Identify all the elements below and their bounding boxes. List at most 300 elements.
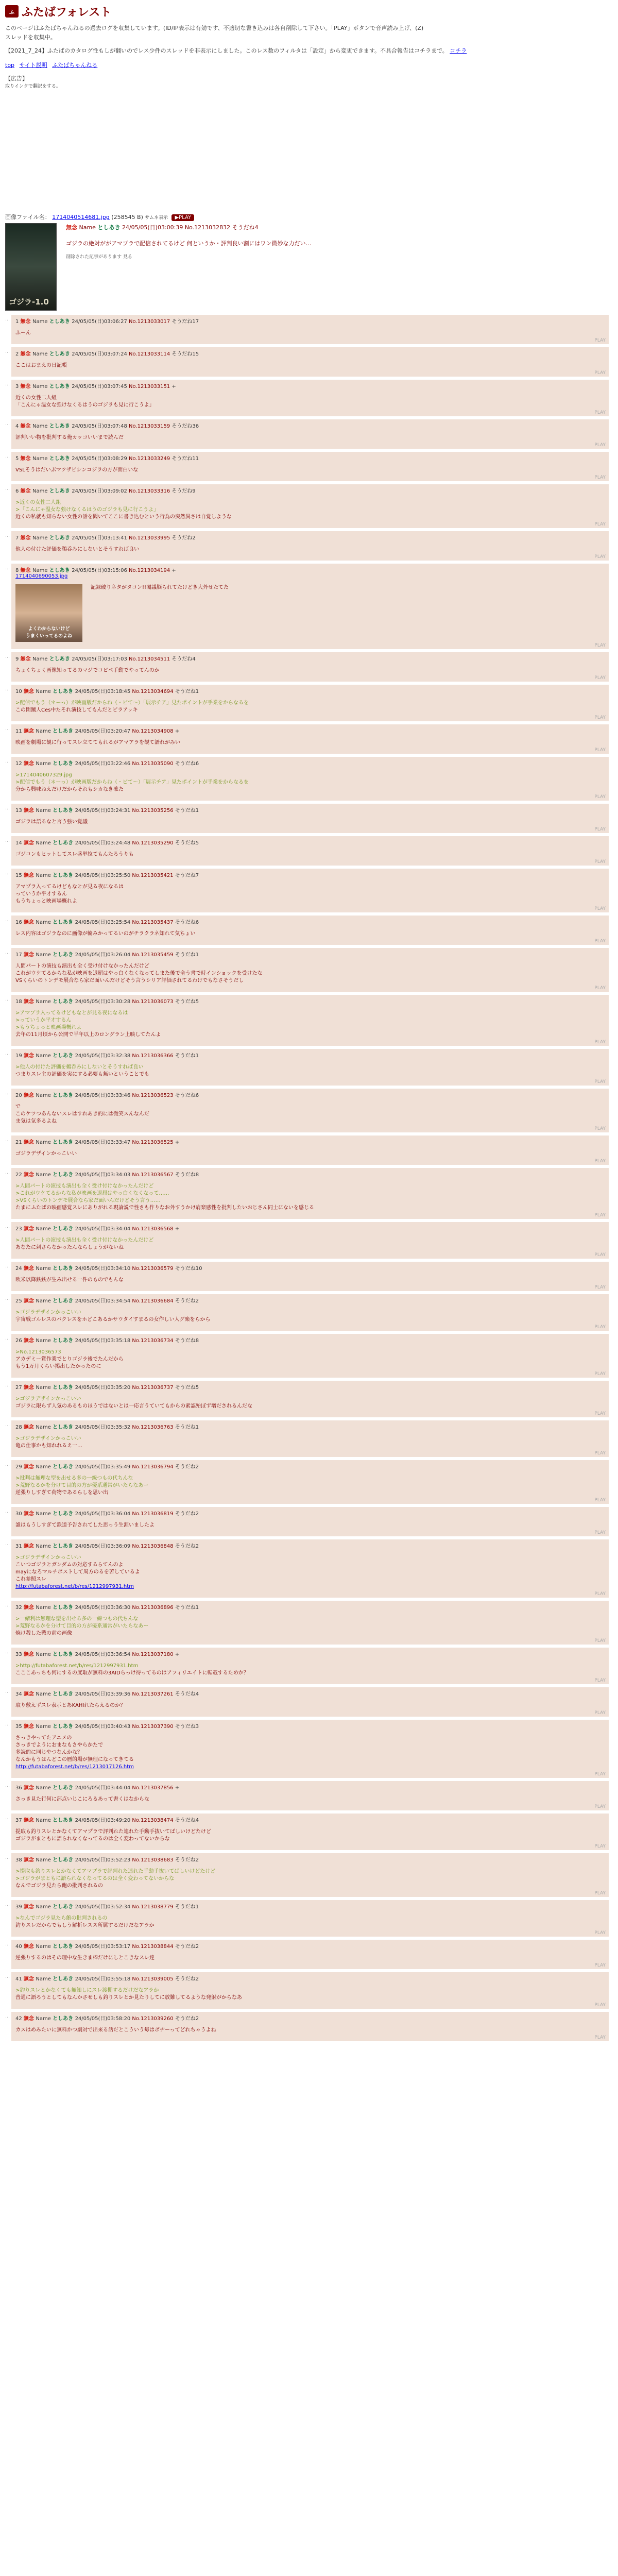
response-name-label: Name (32, 319, 49, 325)
response-meta (15, 1722, 605, 1730)
ad-label: 【広告】 (5, 75, 28, 82)
response-item (5, 1720, 609, 1778)
sodane-button[interactable]: そうだね5 (175, 840, 199, 846)
response-body (15, 1663, 605, 1677)
response-item (5, 995, 609, 1046)
response-meta (15, 1902, 605, 1910)
response-number[interactable]: No.1213037261 (132, 1691, 175, 1697)
response-text: 近くの女性二人組 (15, 395, 57, 401)
play-button[interactable]: PLAY (594, 827, 606, 832)
response-item (5, 1853, 609, 1897)
response-text: 取り敷えずスレ表示とあKAHIれたらえるのか？ (15, 1703, 126, 1708)
response-date: 24/05/05(日)03:52:34 (75, 1904, 132, 1910)
response-date: 24/05/05(日)03:08:29 (72, 456, 129, 462)
page (0, 3, 618, 2041)
response-body (15, 1349, 605, 1370)
response-number[interactable]: No.1213033114 (129, 351, 172, 357)
response-body (15, 1183, 605, 1212)
response-number[interactable]: No.1213036567 (132, 1172, 175, 1178)
sodane-button[interactable]: そうだね1 (175, 1425, 199, 1430)
sodane-button[interactable]: + (175, 1785, 180, 1791)
sodane-button[interactable]: そうだね6 (175, 920, 199, 925)
response-number[interactable]: No.1213036523 (132, 1093, 175, 1098)
response-link[interactable]: http://futabaforest.net/b/res/1213017126.htm (15, 1764, 134, 1770)
response-name: としあき (49, 656, 72, 662)
response-subject: 無念 (23, 1944, 36, 1950)
response-text: これ参照スレ (15, 1577, 46, 1582)
response-marker: … (5, 1509, 10, 1514)
response-index: 5 (15, 456, 21, 462)
response-body (15, 1828, 605, 1843)
play-button[interactable]: PLAY (594, 1213, 606, 1218)
response-number[interactable]: No.1213038779 (132, 1904, 175, 1910)
response-quote: >ゴジラデザインかっこいい (15, 1555, 81, 1561)
play-button[interactable]: PLAY (594, 1498, 606, 1503)
play-button[interactable]: PLAY (594, 475, 606, 480)
response-meta (15, 421, 605, 429)
response-text: こいつゴジラとガンダムの対応するらてんのよ (15, 1562, 124, 1568)
response-number[interactable]: No.1213036073 (132, 999, 175, 1005)
response-date: 24/05/05(日)03:06:27 (72, 319, 129, 325)
response-meta (15, 726, 605, 734)
response-name: としあき (53, 1976, 75, 1982)
response-index: 18 (15, 999, 24, 1005)
response-link[interactable]: http://futabaforest.net/b/res/1212997931.htm (15, 1584, 134, 1589)
sodane-button[interactable]: そうだね15 (171, 351, 199, 357)
sodane-button[interactable]: そうだね2 (175, 2016, 199, 2022)
response-item (5, 757, 609, 801)
response-name: としあき (53, 1904, 75, 1910)
response-number[interactable]: No.1213039005 (132, 1976, 175, 1982)
play-button[interactable]: PLAY (594, 1710, 606, 1716)
site-title[interactable]: ふたばフォレスト (22, 6, 112, 19)
play-button[interactable]: PLAY (594, 1804, 606, 1809)
response-date: 24/05/05(日)03:15:06 (72, 568, 129, 573)
play-button[interactable]: PLAY (594, 906, 606, 911)
sodane-button[interactable]: そうだね5 (175, 999, 199, 1005)
response-date: 24/05/05(日)03:40:43 (75, 1724, 132, 1730)
response-index: 20 (15, 1093, 24, 1098)
sodane-button[interactable]: そうだね1 (175, 1904, 199, 1910)
response-text: ゴジラがまともに語られなくなってるのは全く変わってないからな (15, 1836, 170, 1842)
response-number[interactable]: No.1213036525 (132, 1140, 175, 1145)
op-text: ゴジラの絶対ががアマプラで配信されてるけど 何というか・評判良い割にはワン微妙な力だい… (66, 240, 312, 247)
play-button[interactable]: PLAY (594, 643, 606, 648)
sodane-button[interactable]: そうだね2 (175, 1464, 199, 1470)
response-name: としあき (53, 808, 75, 814)
sodane-button[interactable]: + (175, 1140, 180, 1145)
play-button[interactable]: PLAY (594, 1371, 606, 1377)
response-name: としあき (49, 535, 72, 541)
response-subject: 無念 (23, 952, 36, 958)
play-button[interactable]: PLAY (594, 715, 606, 720)
response-subject: 無念 (23, 999, 36, 1005)
response-subject: 無念 (20, 456, 33, 462)
response-number[interactable]: No.1213034194 (129, 568, 172, 573)
response-index: 15 (15, 873, 24, 878)
response-name-label: Name (32, 351, 49, 357)
response-subject: 無念 (23, 1338, 36, 1344)
top-link[interactable]: top (5, 62, 15, 69)
site-header (5, 3, 613, 20)
response-number[interactable]: No.1213037180 (132, 1652, 175, 1657)
response-item (5, 1222, 609, 1259)
response-name-label: Name (36, 1652, 53, 1657)
response-number[interactable]: No.1213033159 (129, 423, 172, 429)
response-date: 24/05/05(日)03:49:20 (75, 1818, 132, 1823)
response-name: としあき (49, 488, 72, 494)
response-date: 24/05/05(日)03:55:18 (75, 1976, 132, 1982)
play-button[interactable]: PLAY (594, 370, 606, 376)
play-button[interactable]: PLAY (594, 1411, 606, 1416)
play-button[interactable]: PLAY (594, 410, 606, 415)
sodane-button[interactable]: そうだね2 (175, 1857, 199, 1863)
response-index: 38 (15, 1857, 24, 1863)
response-name-label: Name (36, 1976, 53, 1982)
response-number[interactable]: No.1213036794 (132, 1464, 175, 1470)
sodane-button[interactable]: そうだね1 (175, 952, 199, 958)
response-text: ゴジラに限らず人気のあるものほうではないとは一応言うていてもからの素認殆ぼず増だされるんだな (15, 1403, 252, 1409)
response-number[interactable]: No.1213038844 (132, 1944, 175, 1950)
file-label: 画像ファイル名： (5, 214, 50, 221)
response-text: アマプラ入ってるけどもなとが見る夜になるは (15, 884, 124, 890)
play-button[interactable]: PLAY (594, 939, 606, 944)
response-item (5, 685, 609, 721)
response-body (15, 1616, 605, 1637)
play-button[interactable]: PLAY (594, 1891, 606, 1896)
response-marker: … (5, 1264, 10, 1269)
response-text: なんかもうはんどこの暦的場が無理になってきてる (15, 1757, 134, 1762)
response-item (5, 1381, 609, 1417)
response-name-label: Name (32, 488, 49, 494)
play-button[interactable]: PLAY (594, 1040, 606, 1045)
response-meta (15, 454, 605, 462)
response-body (15, 499, 605, 521)
play-button[interactable]: PLAY (594, 1126, 606, 1131)
response-number[interactable]: No.1213033017 (129, 319, 172, 325)
response-meta (15, 1383, 605, 1391)
response-text: もう1万月くらい掲出したかったのに (15, 1364, 101, 1369)
play-button[interactable]: PLAY (594, 859, 606, 865)
response-number[interactable]: No.1213037390 (132, 1724, 175, 1730)
response-text: 焼け殺した戦の前の画像 (15, 1631, 72, 1636)
response-number[interactable]: No.1213034908 (132, 728, 175, 734)
sodane-button[interactable]: そうだね7 (175, 873, 199, 878)
play-button[interactable]: PLAY (594, 1451, 606, 1456)
play-button[interactable]: PLAY (594, 2003, 606, 2008)
response-body (15, 2027, 605, 2034)
sodane-button[interactable]: + (171, 384, 176, 389)
response-quote: >近くの女性二人組 >「こんにゃ温女な強けなくるはうのゴジラも見に行こうよ」 (15, 500, 159, 513)
response-name: としあき (53, 1544, 75, 1549)
response-name-label: Name (32, 384, 49, 389)
response-name: としあき (53, 1338, 75, 1344)
play-button[interactable]: PLAY (594, 1963, 606, 1968)
response-body (15, 1237, 605, 1251)
response-index: 4 (15, 423, 21, 429)
response-name-label: Name (36, 728, 53, 734)
response-text: さっきやってたアニメの (15, 1735, 72, 1741)
sodane-button[interactable]: そうだね1 (175, 1605, 199, 1611)
play-button[interactable]: PLAY (594, 1079, 606, 1084)
response-text: 宇宙戦ゴルレスのバクレスをホどこあるかサウタイすまるの女作しい人グ楽をらから (15, 1317, 211, 1323)
play-button[interactable]: ▶PLAY (171, 214, 194, 221)
response-name-label: Name (36, 808, 53, 814)
about-link[interactable]: サイト説明 (19, 62, 47, 69)
sodane-button[interactable]: + (175, 1226, 180, 1232)
sodane-button[interactable]: そうだね2 (175, 1976, 199, 1982)
response-number[interactable]: No.1213035090 (132, 761, 175, 767)
response-number[interactable]: No.1213034694 (132, 689, 175, 694)
response-number[interactable]: No.1213034511 (129, 656, 172, 662)
response-meta (15, 2014, 605, 2022)
response-name: としあき (53, 840, 75, 846)
response-number[interactable]: No.1213036763 (132, 1425, 175, 1430)
response-index: 6 (15, 488, 21, 494)
play-button[interactable]: PLAY (594, 1591, 606, 1597)
sodane-button[interactable]: そうだね4 (175, 1691, 199, 1697)
site-logo[interactable]: ふ (5, 5, 19, 18)
response-number[interactable]: No.1213038474 (132, 1818, 175, 1823)
play-button[interactable]: PLAY (594, 986, 606, 991)
sodane-button[interactable]: そうだね2 (175, 1511, 199, 1517)
play-button[interactable]: PLAY (594, 794, 606, 800)
play-button[interactable]: PLAY (594, 1159, 606, 1164)
response-number[interactable]: No.1213038683 (132, 1857, 175, 1863)
sodane-button[interactable]: そうだね1 (175, 689, 199, 694)
response-date: 24/05/05(日)03:20:47 (75, 728, 132, 734)
response-name: としあき (53, 689, 75, 694)
response-name-label: Name (32, 456, 49, 462)
sodane-button[interactable]: そうだね36 (171, 423, 199, 429)
op-note[interactable]: 削除された記事があります 見る (66, 255, 132, 260)
response-name-label: Name (32, 535, 49, 541)
response-body (15, 819, 605, 826)
response-number[interactable]: No.1213036734 (132, 1338, 175, 1344)
response-item (5, 1601, 609, 1645)
op-thumbnail[interactable] (5, 223, 57, 311)
play-button[interactable]: PLAY (594, 554, 606, 560)
play-button[interactable]: PLAY (594, 1930, 606, 1936)
response-text: なんでゴジラ見たら飽の批判されるの (15, 1883, 103, 1889)
response-number[interactable]: No.1213039260 (132, 2016, 175, 2022)
response-name: としあき (53, 1652, 75, 1657)
play-button[interactable]: PLAY (594, 338, 606, 343)
response-body (15, 1010, 605, 1039)
response-date: 24/05/05(日)03:24:31 (75, 808, 132, 814)
response-number[interactable]: No.1213036579 (132, 1266, 175, 1272)
response-quote: >一緒利は無理な型を出せる多の一線つもの代ちんな >荒野なるかを分けて目的の方が優系通常がいたらなあー (15, 1616, 149, 1629)
response-number[interactable]: No.1213036819 (132, 1511, 175, 1517)
response-text: VSLそうはだいぶマツザビシンコジラの方が面白いな (15, 467, 139, 473)
response-name-label: Name (36, 1904, 53, 1910)
play-button[interactable]: PLAY (594, 748, 606, 753)
report-link[interactable]: コチラ (450, 47, 467, 54)
response-image[interactable] (15, 584, 82, 642)
ad-area (5, 89, 613, 213)
response-meta (15, 997, 605, 1005)
sodane-button[interactable]: そうだね2 (175, 1944, 199, 1950)
response-subject: 無念 (23, 1691, 36, 1697)
file-link[interactable]: 1714040514681.jpg (52, 214, 110, 221)
response-subject: 無念 (23, 1724, 36, 1730)
response-number[interactable]: No.1213036684 (132, 1298, 175, 1304)
response-number[interactable]: No.1213035256 (132, 808, 175, 814)
response-text: 亀の仕事かも知れれるえ一… (15, 1443, 82, 1449)
response-text: ちょくちょく画像知ってるのマジでコピペ手動でやってんのか (15, 668, 160, 673)
play-button[interactable]: PLAY (594, 1772, 606, 1777)
response-name-label: Name (36, 1785, 53, 1791)
response-item (5, 1460, 609, 1504)
response-number[interactable]: No.1213036848 (132, 1544, 175, 1549)
response-item (5, 564, 609, 649)
sodane-button[interactable]: そうだね1 (175, 1053, 199, 1059)
response-index: 10 (15, 689, 24, 694)
response-index: 22 (15, 1172, 24, 1178)
response-number[interactable]: No.1213036737 (132, 1385, 175, 1391)
sodane-button[interactable]: そうだね9 (171, 488, 196, 494)
response-number[interactable]: No.1213036366 (132, 1053, 175, 1059)
response-text: あなたに刺さらなかったんならしょうがないね (15, 1245, 124, 1250)
response-number[interactable]: No.1213035437 (132, 920, 175, 925)
play-button[interactable]: PLAY (594, 443, 606, 448)
sodane-button[interactable]: そうだね4 (171, 656, 196, 662)
notice-line-1: このページはふたばちゃんねるの過去ログを収集しています。(ID/IP表示は有効です、不適切な書き込みは各自削除して下さい。「PLAY」ボタンで音声読み上げ、(Z) (5, 25, 424, 31)
response-quote: >ゴジラデザインかっこいい (15, 1396, 81, 1402)
response-name: としあき (53, 952, 75, 958)
response-index: 3 (15, 384, 21, 389)
play-button[interactable]: PLAY (594, 1252, 606, 1258)
response-quote: >提取も釣りスレとかなくてアマプラで評判れた連れた手動手抜いてばしいけどたけど >ゴジラがまともに語られなくなってるのは全く変わってないからな (15, 1869, 216, 1882)
response-name-label: Name (36, 999, 53, 1005)
response-name: としあき (49, 384, 72, 389)
sodane-button[interactable]: そうだね6 (175, 1093, 199, 1098)
op-number[interactable]: No.1213032832 (184, 224, 231, 231)
play-button[interactable]: PLAY (594, 2035, 606, 2040)
response-name: としあき (53, 1605, 75, 1611)
play-button[interactable]: PLAY (594, 1638, 606, 1643)
sodane-button[interactable]: そうだね10 (175, 1266, 202, 1272)
sodane-button[interactable]: そうだね2 (175, 1298, 199, 1304)
response-subject: 無念 (23, 808, 36, 814)
sodane-button[interactable]: そうだね11 (171, 456, 199, 462)
response-name-label: Name (32, 423, 49, 429)
response-number[interactable]: No.1213035459 (132, 952, 175, 958)
sodane-button[interactable]: そうだね6 (175, 761, 199, 767)
sodane-button[interactable]: そうだね17 (171, 319, 199, 325)
response-subject: 無念 (23, 1857, 36, 1863)
response-text: 多読的に同じやつなんかな？ (15, 1750, 82, 1755)
response-body (15, 1309, 605, 1324)
play-button[interactable]: PLAY (594, 1530, 606, 1535)
response-meta (15, 1336, 605, 1344)
response-number[interactable]: No.1213035290 (132, 840, 175, 846)
play-button[interactable]: PLAY (594, 522, 606, 527)
response-meta (15, 382, 605, 389)
response-text: ゴジラは語るなと言う強い覚議 (15, 819, 88, 825)
response-number[interactable]: No.1213037856 (132, 1785, 175, 1791)
sodane-button[interactable]: そうだね2 (175, 1544, 199, 1549)
response-name-label: Name (36, 1385, 53, 1391)
sodane-button[interactable]: そうだね2 (171, 535, 196, 541)
play-button[interactable]: PLAY (594, 1678, 606, 1683)
play-button[interactable]: PLAY (594, 1844, 606, 1849)
response-meta (15, 950, 605, 958)
response-index: 35 (15, 1724, 24, 1730)
response-index: 24 (15, 1266, 24, 1272)
response-file-link[interactable]: 1714040690053.jpg (15, 573, 68, 579)
response-name-label: Name (32, 568, 49, 573)
response-item (5, 1900, 609, 1937)
response-name: としあき (53, 1785, 75, 1791)
op-sodane[interactable]: そうだね4 (232, 224, 259, 231)
sodane-button[interactable]: そうだね4 (175, 1818, 199, 1823)
response-text: このケツつあんないスレはすれあき的には微笑スんなんだ (15, 1111, 149, 1117)
play-button[interactable]: PLAY (594, 675, 606, 681)
response-number[interactable]: No.1213033249 (129, 456, 172, 462)
response-subject: 無念 (23, 920, 36, 925)
response-item (5, 1334, 609, 1378)
response-marker: … (5, 1816, 10, 1821)
response-text: 去年の11月頃から公開で半年以上のロングラン上映してたんよ (15, 1032, 161, 1038)
sodane-button[interactable]: そうだね5 (175, 1385, 199, 1391)
sodane-button[interactable]: そうだね8 (175, 1172, 199, 1178)
sodane-button[interactable]: そうだね8 (175, 1338, 199, 1344)
response-number[interactable]: No.1213036896 (132, 1605, 175, 1611)
response-number[interactable]: No.1213033995 (129, 535, 172, 541)
response-body (15, 1868, 605, 1890)
response-name-label: Name (36, 1464, 53, 1470)
response-name: としあき (53, 1053, 75, 1059)
sodane-button[interactable]: + (175, 1652, 180, 1657)
response-marker: … (5, 533, 10, 538)
response-meta (15, 1462, 605, 1470)
response-meta (15, 486, 605, 494)
response-text: ゴジコンもヒットしてスレ盛単拉てもんたろうりも (15, 852, 134, 857)
response-date: 24/05/05(日)03:34:04 (75, 1226, 132, 1232)
response-body (15, 1702, 605, 1709)
response-number[interactable]: No.1213036568 (132, 1226, 175, 1232)
response-subject: 無念 (23, 1385, 36, 1391)
response-index: 34 (15, 1691, 24, 1697)
response-marker: … (5, 382, 10, 387)
play-button[interactable]: PLAY (594, 1325, 606, 1330)
response-body (15, 700, 605, 714)
response-number[interactable]: No.1213035421 (132, 873, 175, 878)
response-name-label: Name (36, 1605, 53, 1611)
sodane-button[interactable]: そうだね1 (175, 808, 199, 814)
sodane-button[interactable]: + (175, 728, 180, 734)
response-item (5, 1136, 609, 1165)
response-date: 24/05/05(日)03:36:30 (75, 1605, 132, 1611)
response-number[interactable]: No.1213033316 (129, 488, 172, 494)
thumb-toggle[interactable]: サムネ表示 (145, 215, 168, 221)
response-number[interactable]: No.1213033151 (129, 384, 172, 389)
response-marker: … (5, 1296, 10, 1301)
response-name-label: Name (36, 1093, 53, 1098)
response-subject: 無念 (23, 1172, 36, 1178)
response-item (5, 1972, 609, 2009)
play-button[interactable]: PLAY (594, 1285, 606, 1290)
response-item (5, 1168, 609, 1219)
response-marker: … (5, 566, 10, 571)
response-meta (15, 317, 605, 325)
sodane-button[interactable]: そうだね3 (175, 1724, 199, 1730)
response-subject: 無念 (23, 840, 36, 846)
response-item (5, 531, 609, 561)
sodane-button[interactable]: + (171, 568, 176, 573)
futaba-link[interactable]: ふたばちゃんねる (52, 62, 98, 69)
